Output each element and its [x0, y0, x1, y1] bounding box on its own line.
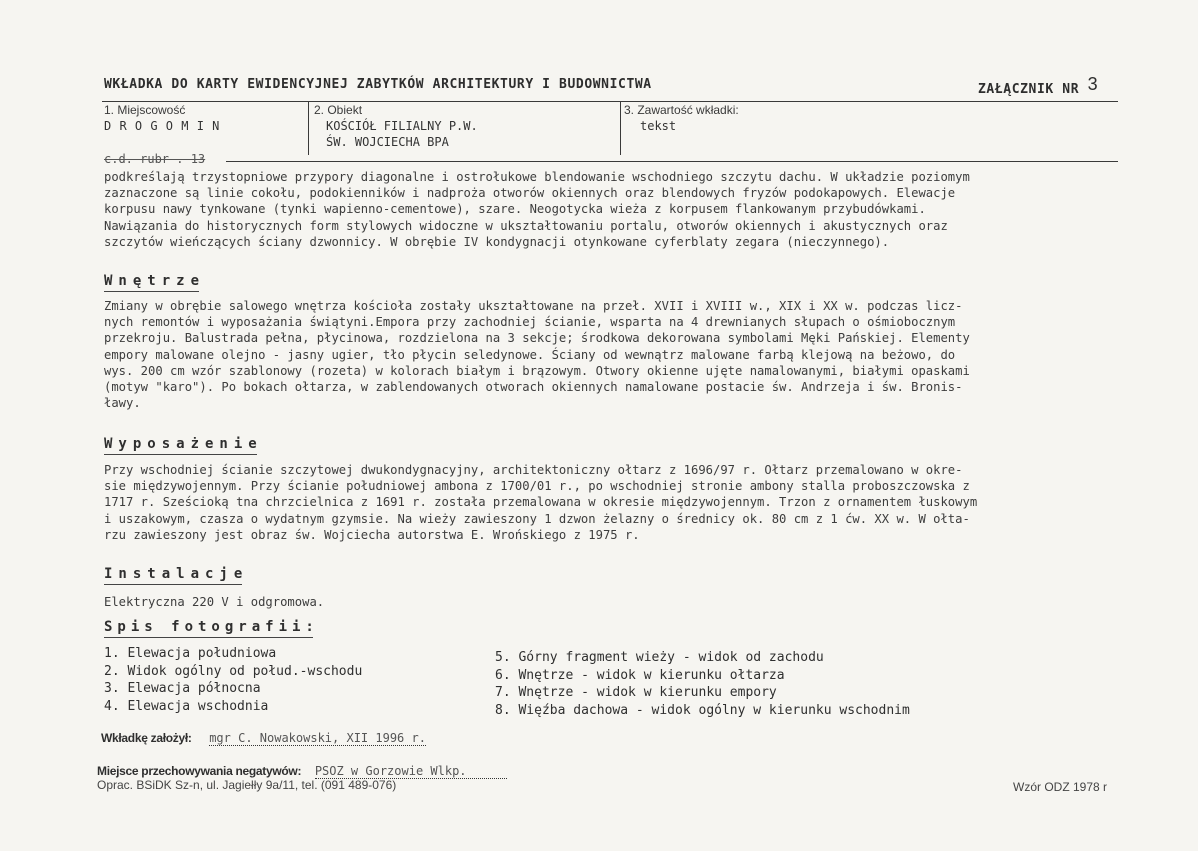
place-label: 1. Miejscowość [104, 103, 186, 117]
heading-installations-text: Instalacje [104, 566, 249, 582]
heading-underline [104, 454, 257, 455]
text-line: 1717 r. Sześcioką tna chrzcielnica z 1691 r. została przemalowana w okresie międzywojennym. Trzon z ornamentem łuskowym [104, 495, 978, 510]
heading-underline [104, 291, 199, 292]
text-line: korpusu nawy tynkowane (tynki wapienno-cementowe), szare. Neogotycka wieża z korpusem flankowanym przybudówkami. [104, 202, 926, 217]
field-divider-2 [620, 101, 621, 155]
photo-item: 6. Wnętrze - widok w kierunku ołtarza [495, 667, 785, 683]
content-label: 3. Zawartość wkładki: [624, 103, 739, 117]
heading-installations [104, 566, 248, 582]
annex-number: 3 [1087, 74, 1099, 94]
text-line: wys. 200 cm wzór szablonowy (rozeta) w kolorach białym i brązowym. Otwory okienne ujęte namalowanymi, białymi opaskami [104, 363, 970, 378]
text-line: Nawiązania do historycznych form stylowych widoczne w ukształtowaniu portalu, otworów okiennych i akustycznych oraz [104, 218, 948, 233]
text-line: podkreślają trzystopniowe przypory diagonalne i ostrołukowe blendowanie wschodniego szczytu dachu. W układzie poziomym [104, 170, 970, 184]
interior-paragraph [104, 298, 1114, 411]
photo-item: 3. Elewacja północna [104, 681, 261, 696]
heading-interior-text: Wnętrze [104, 273, 206, 289]
author-value: mgr C. Nowakowski, XII 1996 r. [209, 731, 426, 745]
furnishings-paragraph [104, 462, 1114, 543]
annex-label [978, 74, 1099, 98]
prepared-by: Oprac. BSiDK Sz-n, ul. Jagiełły 9a/11, tel. (091 489-076) [97, 778, 397, 792]
photo-item: 1. Elewacja południowa [104, 646, 277, 661]
place-value: D R O G O M I N [104, 119, 220, 133]
text-line: empory malowane olejno - jasny ugier, tło płycin seledynowe. Ściany od wewnątrz malowane farbą klejową na beżowo, do [104, 347, 956, 362]
fields-bottom-rule [226, 161, 1118, 162]
object-label: 2. Obiekt [314, 103, 363, 117]
photo-item: 7. Wnętrze - widok w kierunku empory [495, 685, 777, 700]
text-line: rzu zawieszony jest obraz św. Wojciecha autorstwa E. Wrońskiego z 1975 r. [104, 527, 640, 542]
negatives-value: PSOZ w Gorzowie Wlkp. [315, 764, 507, 779]
continuation-ref: c.d. rubr . 13 [104, 152, 206, 166]
heading-furnishings-text: Wyposażenie [104, 436, 263, 452]
photo-list-right [495, 649, 910, 719]
text-line: (motyw "karo"). Po bokach ołtarza, w zablendowanych otworach okiennych namalowane postacie św. Andrzeja i św. Bronis- [104, 380, 963, 395]
photo-list-left [104, 645, 362, 715]
form-title: WKŁADKA DO KARTY EWIDENCYJNEJ ZABYTKÓW ARCHITEKTURY I BUDOWNICTWA [104, 77, 652, 92]
author-label: Wkładkę założył: [101, 731, 192, 745]
negatives-label: Miejsce przechowywania negatywów: [97, 764, 302, 778]
text-line: ławy. [104, 396, 141, 411]
text-line: Elektryczna 220 V i odgromowa. [104, 595, 325, 609]
heading-interior [104, 273, 205, 289]
text-line: Przy wschodniej ścianie szczytowej dwukondygnacyjny, architektoniczny ołtarz z 1696/97 r. Ołtarz przemalowano w okre- [104, 463, 963, 477]
installations-paragraph [104, 594, 1114, 610]
author-row [101, 727, 426, 746]
annex-label-text: ZAŁĄCZNIK NR [978, 82, 1080, 97]
text-line: i uszakowym, czasza o wydatnym gzymsie. Na wieży zawieszony 1 dzwon żelazny o średnicy ok. 80 cm z 1 ćw. XX w. W ołta- [104, 511, 970, 526]
heading-furnishings [104, 436, 263, 452]
header-rule [102, 101, 1118, 102]
photo-item: 8. Więźba dachowa - widok ogólny w kierunku wschodnim [495, 702, 910, 718]
heading-photos [104, 619, 319, 635]
field-divider-1 [308, 101, 309, 155]
object-value-line2: ŚW. WOJCIECHA BPA [326, 135, 449, 149]
text-line: Zmiany w obrębie salowego wnętrza kościoła zostały ukształtowane na przeł. XVII i XVIII w., XIX i XX w. podczas licz- [104, 299, 963, 313]
heading-underline [104, 584, 242, 585]
heading-underline [104, 637, 313, 638]
heading-photos-text: Spis fotografii: [104, 619, 319, 635]
text-line: sie międzywojennym. Przy ścianie południowej ambona z 1700/01 r., po wschodniej stronie ambony stalla proboszczowska z [104, 479, 970, 494]
text-line: zaznaczone są linie cokołu, podokienników i nadproża otworów okiennych oraz blendowych fryzów podokapowych. Elewacje [104, 186, 956, 201]
intro-paragraph [104, 169, 1114, 250]
negatives-row [97, 760, 507, 779]
photo-item: 2. Widok ogólny od połud.-wschodu [104, 663, 363, 679]
text-line: szczytów wieńczących ściany dzwonnicy. W obrębie IV kondygnacji otynkowane cyferblaty zegara (nieczynnego). [104, 234, 890, 249]
form-model: Wzór ODZ 1978 r [1013, 780, 1108, 794]
photo-item: 4. Elewacja wschodnia [104, 698, 269, 714]
content-value: tekst [640, 119, 677, 133]
text-line: nych remontów i wyposażania świątyni.Empora przy zachodniej ścianie, wsparta na 4 drewnianych słupach o ośmiobocznym [104, 315, 956, 330]
text-line: przekroju. Balustrada pełna, płycinowa, rozdzielona na 3 sekcje; środkowa dekorowana symbolami Męki Pańskiej. Elementy [104, 331, 970, 346]
object-value-line1: KOŚCIÓŁ FILIALNY P.W. [326, 119, 478, 133]
photo-item: 5. Górny fragment wieży - widok od zachodu [495, 650, 824, 665]
